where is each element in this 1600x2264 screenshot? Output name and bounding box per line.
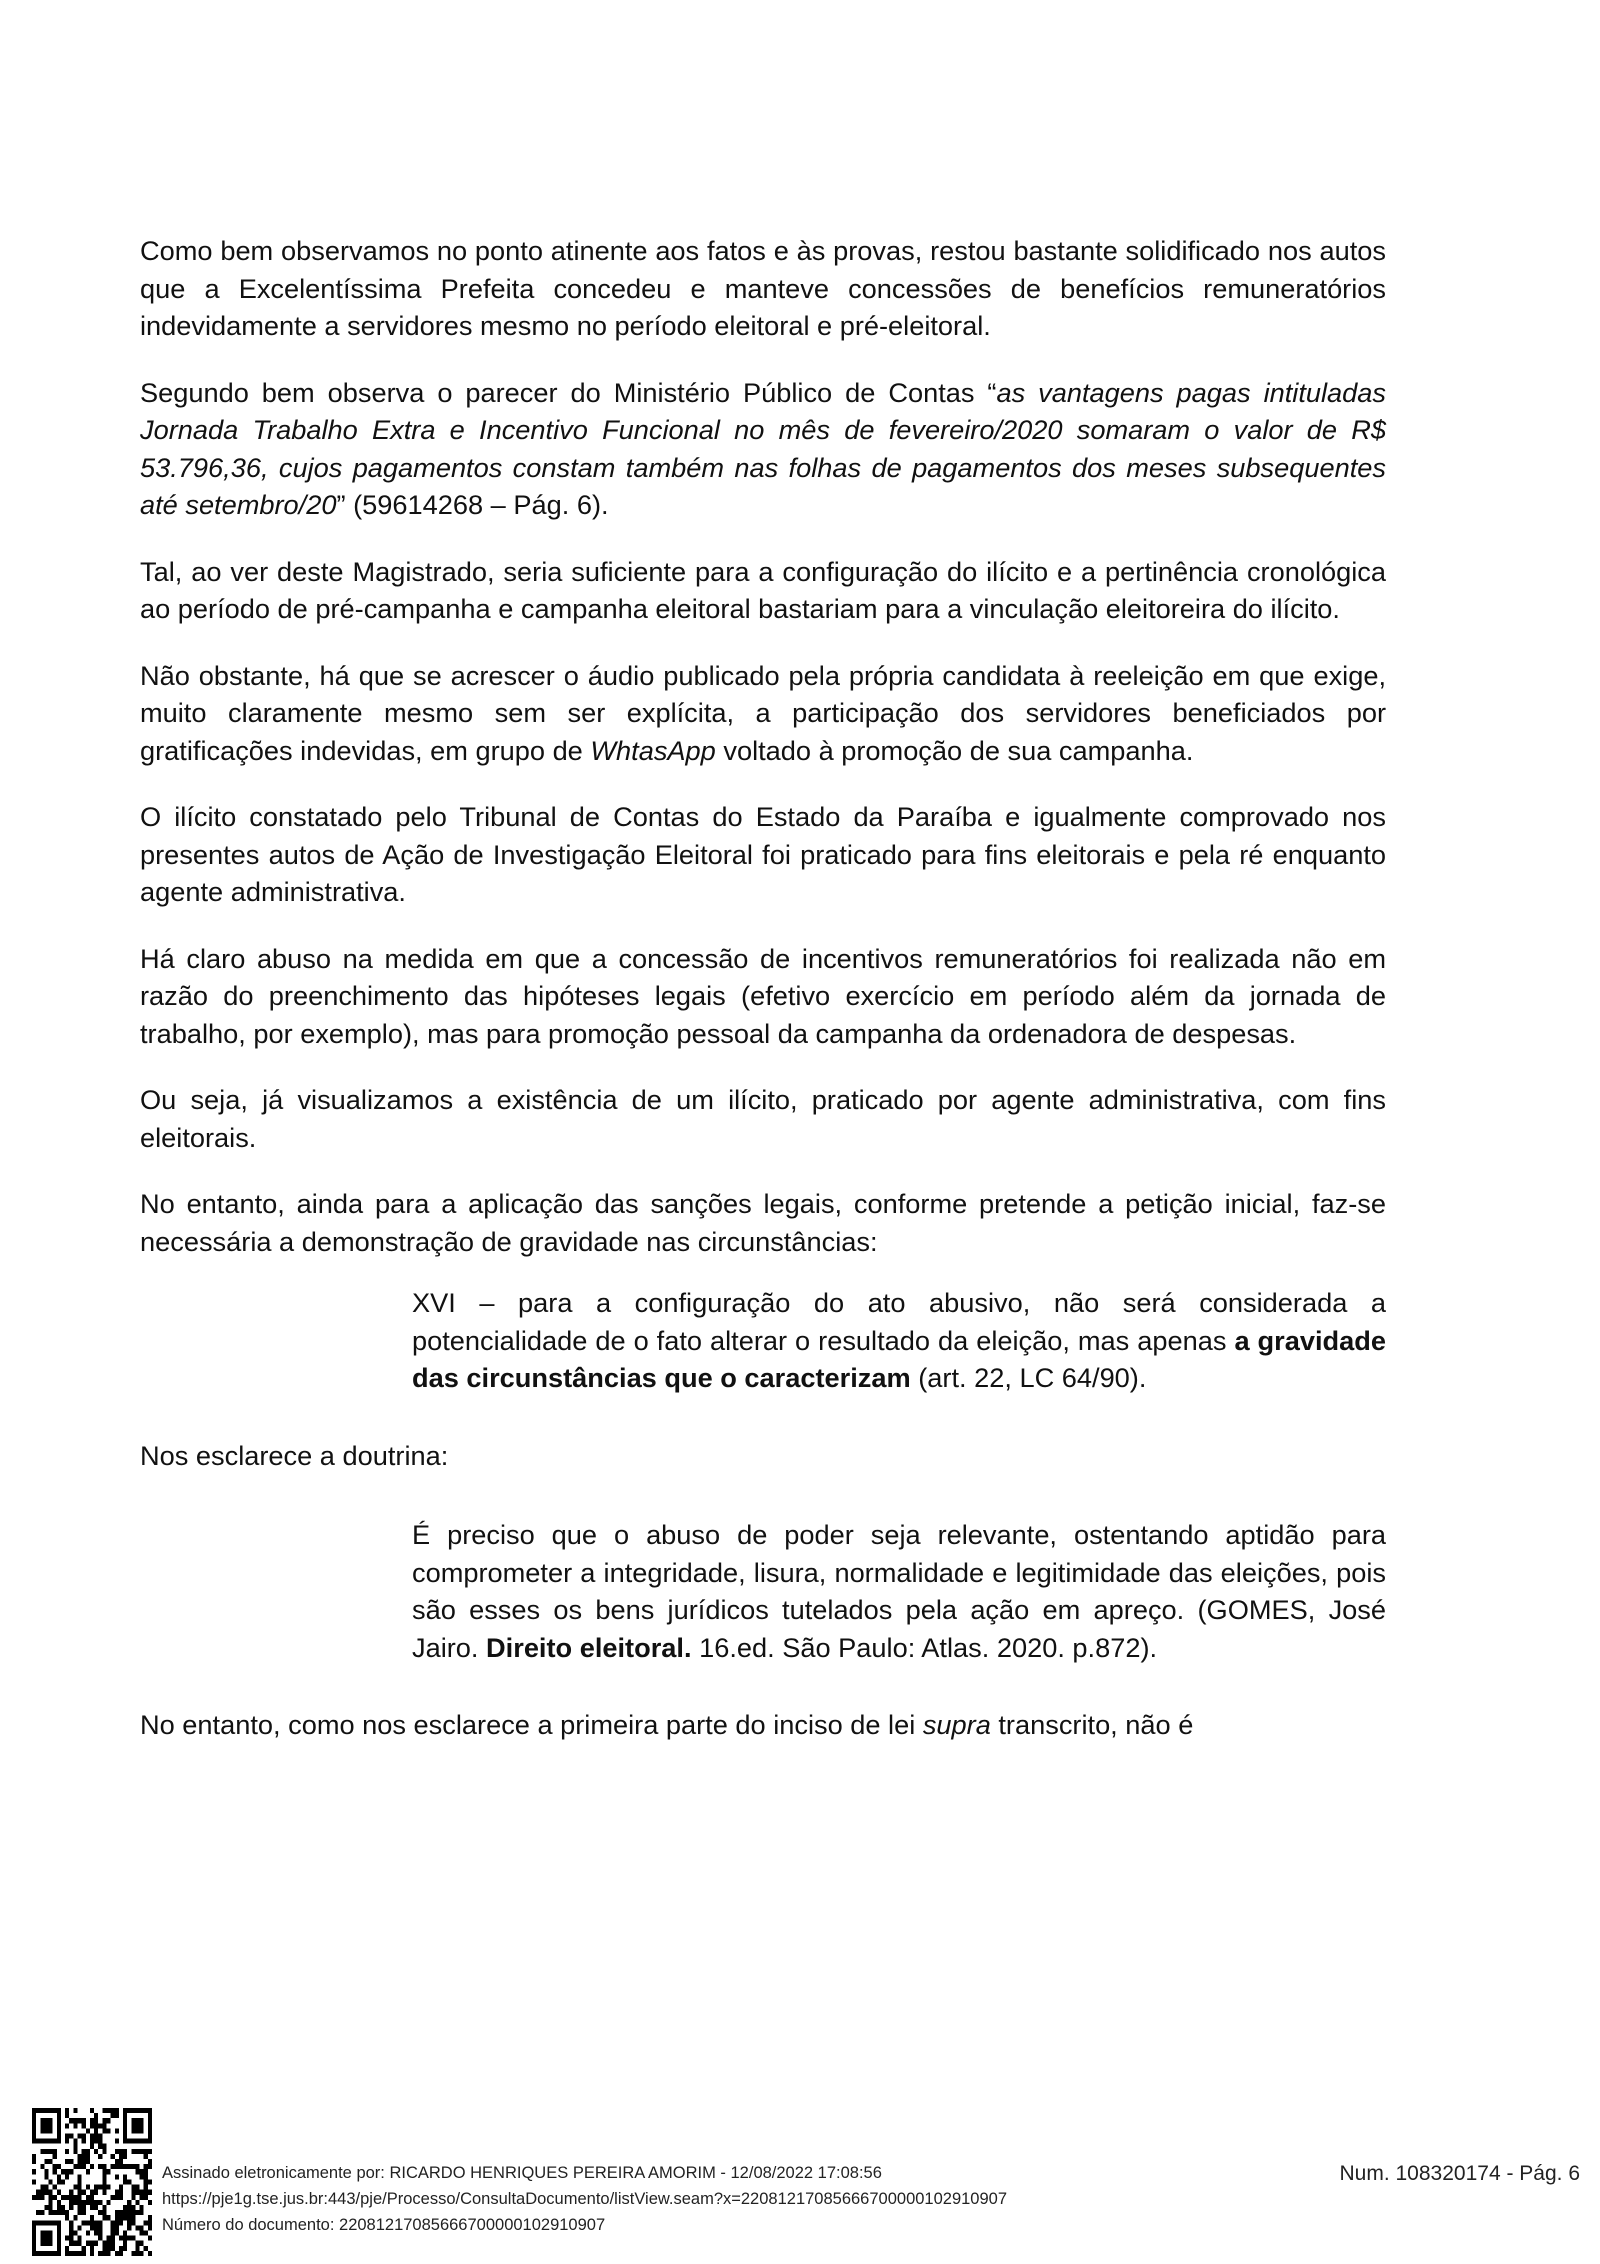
- text-segment: Nos esclarece a doutrina:: [140, 1439, 449, 1471]
- italic-text: WhtasApp: [590, 734, 716, 766]
- text-segment: transcrito, não é: [990, 1709, 1194, 1740]
- signed-by-text: Assinado eletronicamente por: RICARDO HENRIQUES PEREIRA AMORIM - 12/08/2022 17:08:56: [162, 2164, 882, 2182]
- text-segment: XVI – para a configuração do ato abusivo, não será considerada a potencialidade de o fato alterar o resultado da eleição, mas apenas: [412, 1287, 1386, 1356]
- text-segment: (art. 22, LC 64/90).: [910, 1362, 1147, 1393]
- italic-text: as vantagens pagas intituladas Jornada Trabalho Extra e Incentivo Funcional no mês de fevereiro/2020 somaram o valor de R$ 53.796,36, cujos pagamentos constam também nas folhas de pagamentos dos meses subsequentes até setembro/20: [140, 376, 1386, 520]
- text-segment: ” (59614268 – Pág. 6).: [336, 489, 609, 520]
- block-quote: [412, 1516, 1386, 1666]
- text-segment: Tal, ao ver deste Magistrado, seria suficiente para a configuração do ilícito e a pertinência cronológica ao período de pré-campanha e campanha eleitoral bastariam para a vinculação eleitoreira do ilícito.: [140, 555, 1386, 624]
- text-segment: voltado à promoção de sua campanha.: [715, 734, 1194, 766]
- text-segment: O ilícito constatado pelo Tribunal de Contas do Estado da Paraíba e igualmente comprovado nos presentes autos de Ação de Investigação Eleitoral foi praticado para fins eleitorais e pela ré enquanto agente administrativa.: [140, 801, 1386, 907]
- text-segment: Segundo bem observa o parecer do Ministério Público de Contas “: [140, 376, 997, 408]
- text-segment: Como bem observamos no ponto atinente aos fatos e às provas, restou bastante solidificado nos autos que a Excelentíssima Prefeita concedeu e manteve concessões de benefícios remuneratórios indevidamente a servidores mesmo no período eleitoral e pré-eleitoral.: [140, 235, 1386, 341]
- paragraph: [140, 1185, 1386, 1260]
- document-url-link[interactable]: https://pje1g.tse.jus.br:443/pje/Processo/ConsultaDocumento/listView.seam?x=22081217085666700000102910907: [162, 2190, 1008, 2208]
- text-segment: É preciso que o abuso de poder seja relevante, ostentando aptidão para comprometer a integridade, lisura, normalidade e legitimidade das eleições, pois são esses os bens jurídicos tutelados pela ação em apreço. (GOMES, José Jairo.: [412, 1519, 1386, 1663]
- paragraph: [140, 657, 1386, 770]
- paragraph: [140, 553, 1386, 628]
- paragraph: [140, 940, 1386, 1053]
- document-number-text: Número do documento: 22081217085666700000102910907: [162, 2216, 606, 2234]
- paragraph: [140, 798, 1386, 911]
- document-body: [140, 232, 1386, 1773]
- text-segment: No entanto, ainda para a aplicação das sanções legais, conforme pretende a petição inicial, faz-se necessária a demonstração de gravidade nas circunstâncias:: [140, 1188, 1386, 1257]
- paragraph: [140, 1437, 1386, 1475]
- paragraph: [140, 1081, 1386, 1156]
- text-segment: Não obstante, há que se acrescer o áudio publicado pela própria candidata à reeleição em que exige, muito claramente mesmo sem ser explícita, a participação dos servidores beneficiados por gratificações indevidas, em grupo de: [140, 659, 1386, 766]
- text-segment: Há claro abuso na medida em que a concessão de incentivos remuneratórios foi realizada não em razão do preenchimento das hipóteses legais (efetivo exercício em período além da jornada de trabalho, por exemplo), mas para promoção pessoal da campanha da ordenadora de despesas.: [140, 942, 1386, 1049]
- signature-block: [162, 2160, 1007, 2238]
- text-segment: Ou seja, já visualizamos a existência de um ilícito, praticado por agente administrativa, com fins eleitorais.: [140, 1084, 1386, 1153]
- text-segment: 16.ed. São Paulo: Atlas. 2020. p.872).: [691, 1631, 1158, 1663]
- paragraph: [140, 232, 1386, 345]
- paragraph: [140, 374, 1386, 524]
- italic-text: supra: [922, 1709, 991, 1740]
- block-quote: [412, 1284, 1386, 1397]
- page-reference: Num. 108320174 - Pág. 6: [1339, 2162, 1580, 2185]
- bold-text: Direito eleitoral.: [486, 1631, 692, 1663]
- text-segment: No entanto, como nos esclarece a primeira parte do inciso de lei: [140, 1709, 923, 1740]
- qr-code-icon: [32, 2108, 152, 2256]
- paragraph: [140, 1706, 1386, 1744]
- bold-text: a gravidade das circunstâncias que o caracterizam: [412, 1324, 1386, 1393]
